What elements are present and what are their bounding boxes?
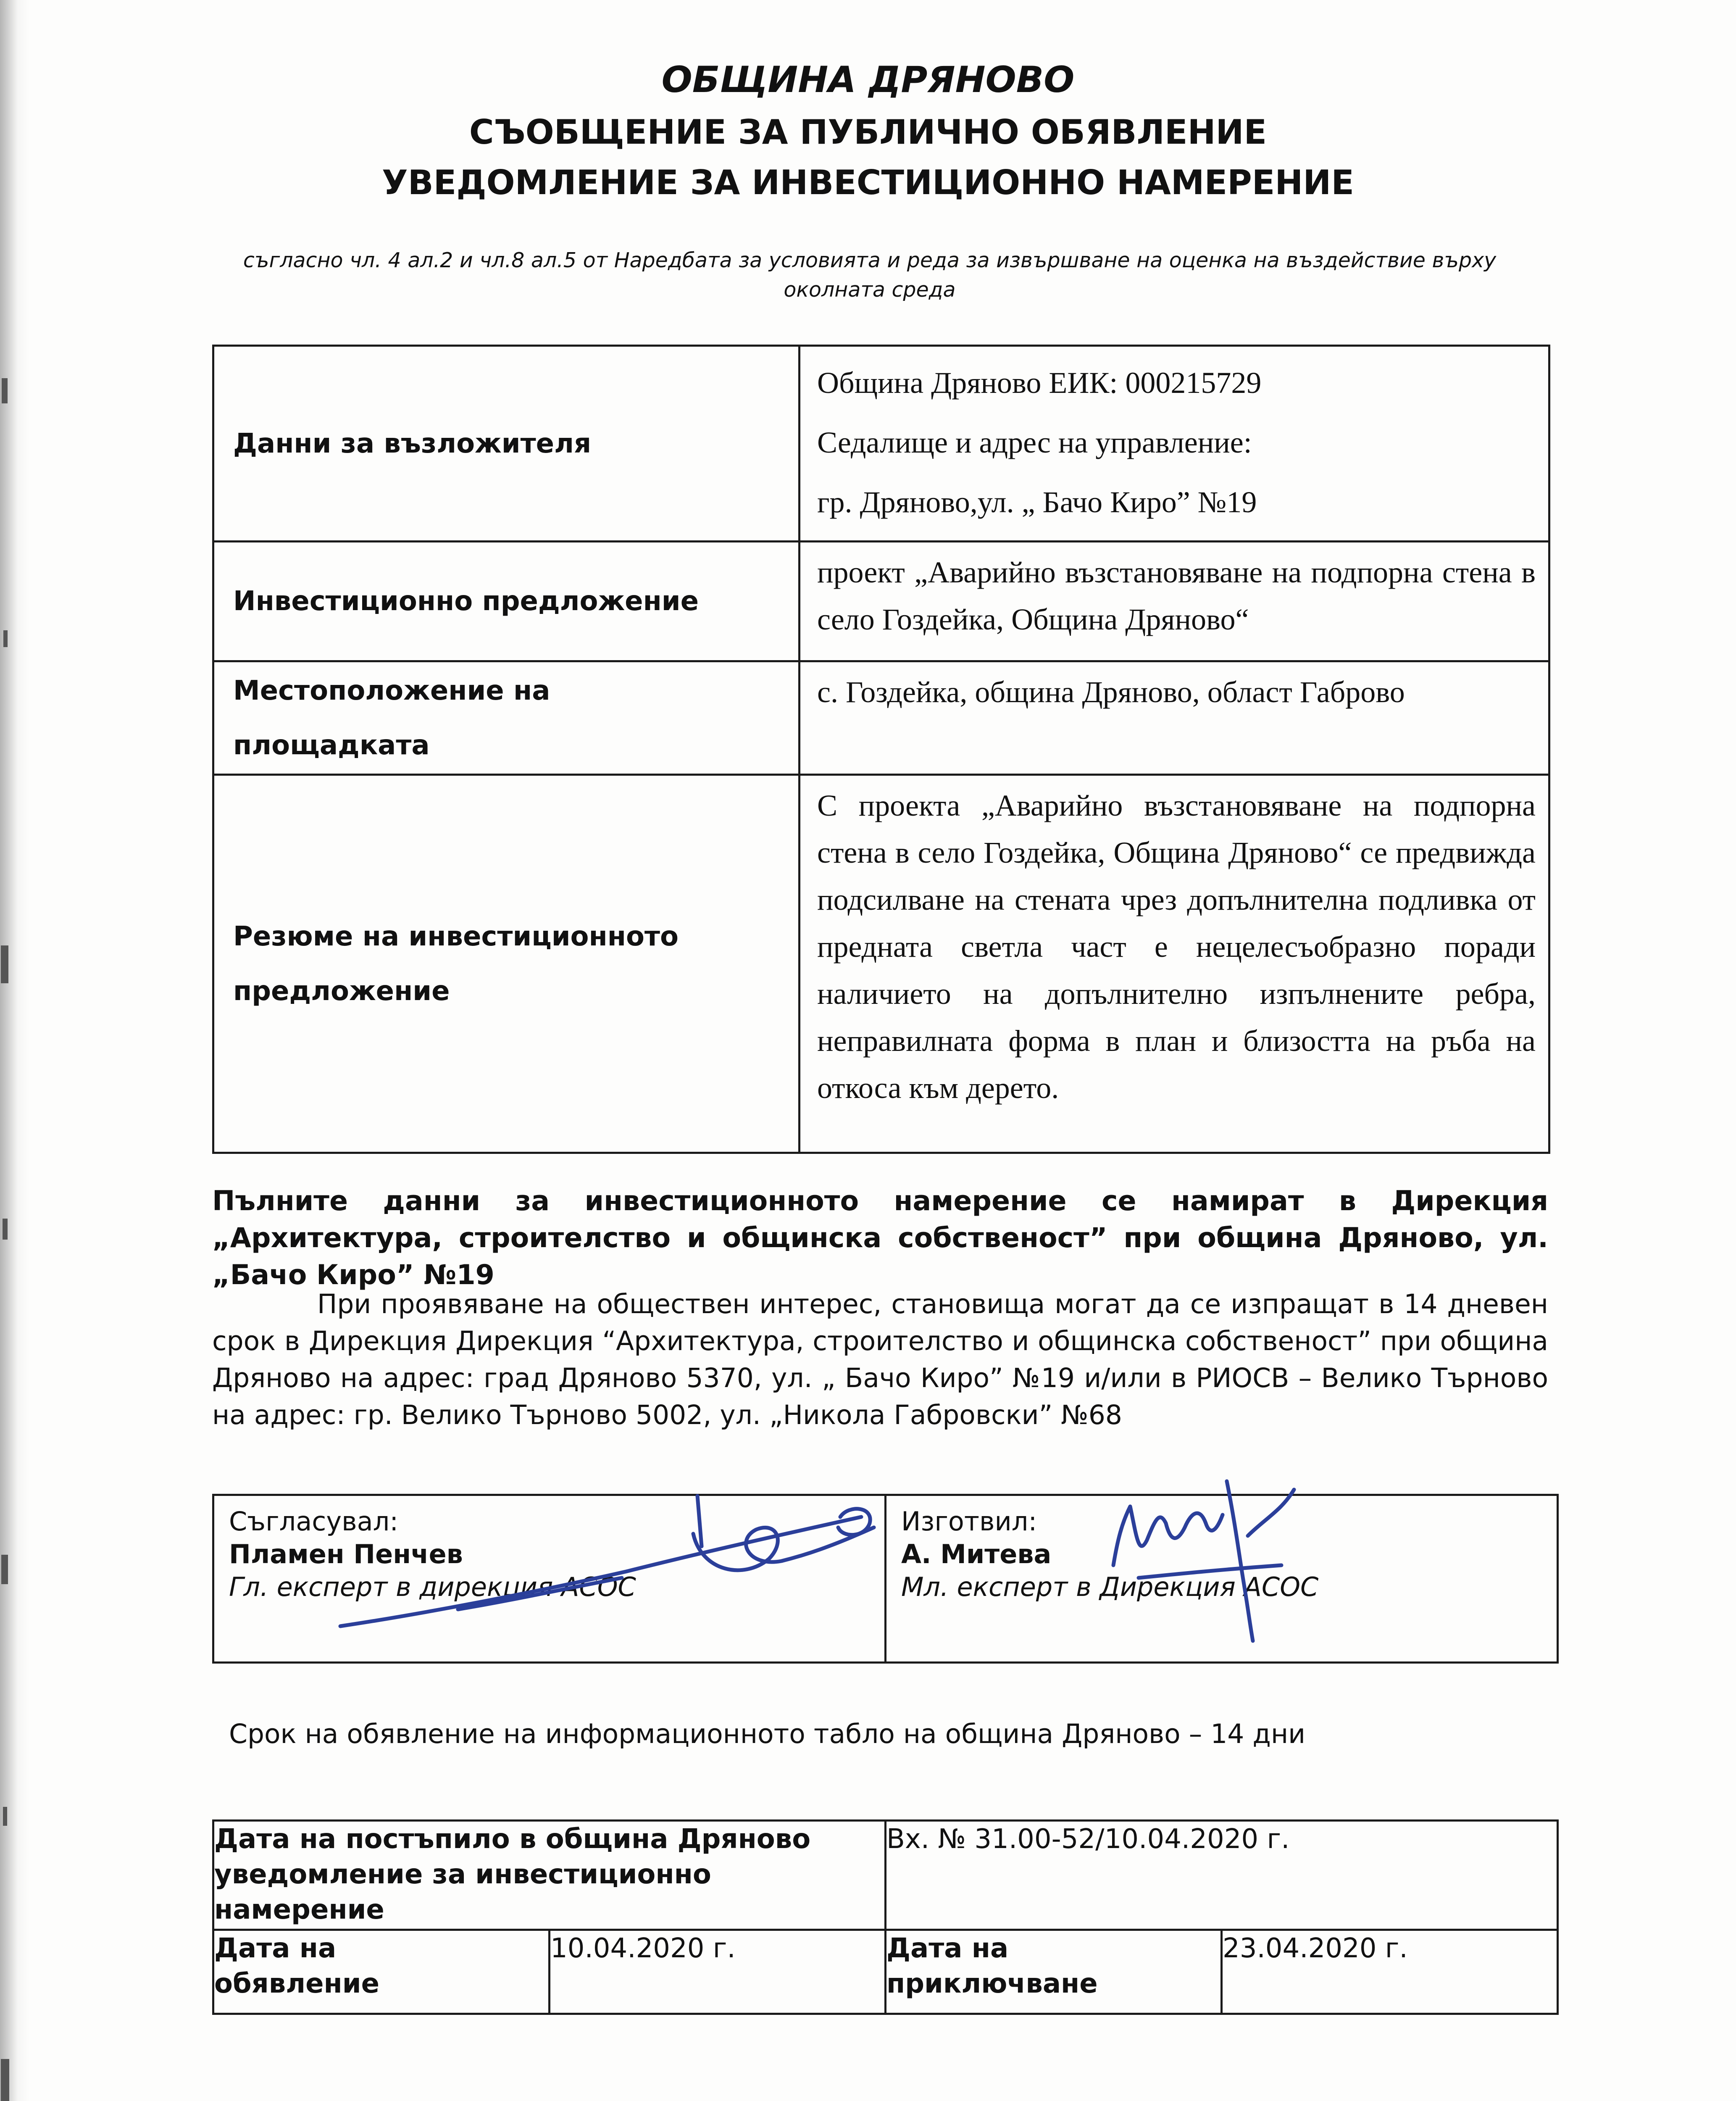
approved-name: Пламен Пенчев (229, 1539, 463, 1569)
proposal-value: проект „Аварийно възстановяване на подпорна стена в село Гоздейка, Община Дряново“ (800, 542, 1549, 661)
received-value: Вх. № 31.00-52/10.04.2020 г. (886, 1821, 1558, 1930)
received-label: Дата на постъпило в община Дряново уведомление за инвестиционно намерение (213, 1821, 886, 1930)
location-value: с. Гоздейка, община Дряново, област Габрово (800, 661, 1549, 775)
signatures-table (212, 1494, 1559, 1664)
prepared-label: Изготвил: (901, 1506, 1037, 1537)
location-label (213, 661, 800, 775)
summary-label-line: предложение (233, 975, 450, 1007)
full-data-notice-line2: „Архитектура, строителство и общинска собственост” при община Дряново, ул. „Бачо Киро” №19 (212, 1222, 1548, 1291)
public-interest-paragraph (212, 1286, 1548, 1434)
announce-label-line: Дата на (214, 1933, 337, 1964)
announce-label-line: обявление (214, 1968, 379, 1999)
summary-label-line: Резюме на инвестиционното (233, 921, 679, 952)
public-interest-text: При проявяване на обществен интерес, становища могат да се изпращат в 14 дневен срок в Дирекция Дирекция “Архитектура, строителство и общинска собственост” при община Дряново на адрес: град Дряново 5370, ул. „ Бачо Киро” №19 и/или в РИОСВ – Велико Търново на адрес: гр. Велико Търново 5002, ул. „Никола Габровски” №68 (212, 1289, 1548, 1430)
location-label-line: Местоположение на (233, 675, 550, 706)
end-label-line: приключване (886, 1968, 1098, 1999)
full-data-notice (212, 1183, 1548, 1294)
announce-date-value: 10.04.2020 г. (550, 1930, 886, 2014)
proposal-label: Инвестиционно предложение (213, 542, 800, 661)
prepared-position: Мл. експерт в Дирекция АСОС (901, 1572, 1319, 1602)
approved-position: Гл. експерт в дирекция АСОС (229, 1572, 636, 1602)
assignor-line: гр. Дряново,ул. „ Бачо Киро” №19 (817, 485, 1257, 519)
proposal-row (213, 542, 1549, 661)
info-table (212, 345, 1550, 1154)
location-row (213, 661, 1549, 775)
summary-value: С проекта „Аварийно възстановяване на подпорна стена в село Гоздейка, Община Дряново“ се предвижда подсилване на стената чрез допълнителна подливка от предната светла част е нецелесъобразно поради наличието на допълнително изпълнените ребра, неправилната форма в план и близостта на ръба на откоса към дерето. (800, 775, 1549, 1153)
summary-label (213, 775, 800, 1153)
document-title: ОБЩИНА ДРЯНОВО (661, 59, 1075, 101)
announcement-term: Срок на обявление на информационното табло на община Дряново – 14 дни (229, 1719, 1306, 1749)
assignor-label: Данни за възложителя (213, 346, 800, 542)
announce-date-label (213, 1930, 550, 2014)
assignor-value (800, 346, 1549, 542)
location-label-line: площадката (233, 729, 430, 761)
full-data-notice-line1: Пълните данни за инвестиционното намерение се намират в Дирекция (212, 1185, 1548, 1217)
assignor-line: Седалище и адрес на управление: (817, 426, 1252, 459)
end-label-line: Дата на (886, 1933, 1009, 1964)
prepared-cell (886, 1495, 1558, 1663)
assignor-row (213, 346, 1549, 542)
summary-row (213, 775, 1549, 1153)
end-date-label (886, 1930, 1222, 2014)
document-subtitle-public-announcement: СЪОБЩЕНИЕ ЗА ПУБЛИЧНО ОБЯВЛЕНИЕ (469, 113, 1267, 152)
dates-table (212, 1819, 1559, 2015)
legal-basis-note: съгласно чл. 4 ал.2 и чл.8 ал.5 от Наредбата за условията и реда за извършване на оценка на въздействие върху околната среда (243, 248, 1497, 302)
prepared-name: А. Митева (901, 1539, 1052, 1569)
assignor-line: Община Дряново ЕИК: 000215729 (817, 366, 1262, 400)
approved-cell (213, 1495, 886, 1663)
document-subtitle-investment-intention: УВЕДОМЛЕНИЕ ЗА ИНВЕСТИЦИОННО НАМЕРЕНИЕ (382, 163, 1354, 202)
scan-edge-specks (0, 0, 25, 2101)
approved-label: Съгласувал: (229, 1506, 399, 1537)
end-date-value: 23.04.2020 г. (1222, 1930, 1558, 2014)
